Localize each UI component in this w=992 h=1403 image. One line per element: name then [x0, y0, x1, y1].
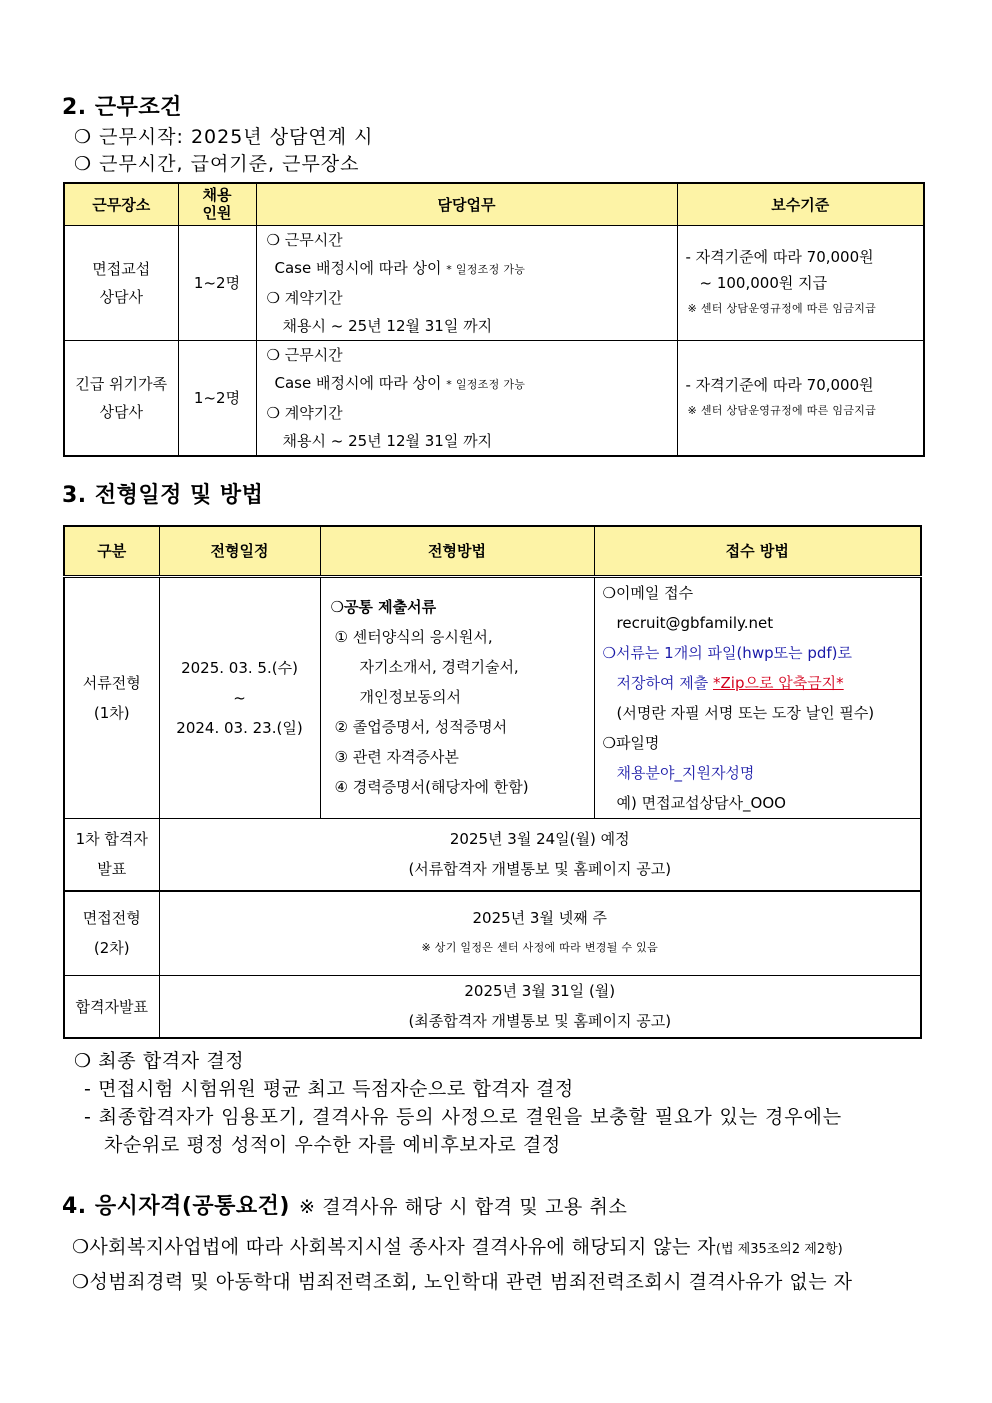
place-line1: 긴급 위기가족	[75, 374, 168, 393]
qualification-ref-1: (법 제35조의2 제2항)	[715, 1242, 843, 1257]
place-line1: 면접교섭	[92, 259, 151, 278]
first-pass-category-cell	[64, 818, 159, 891]
section2-bullet-1	[74, 122, 374, 149]
zip-warning: *Zip으로 압축금지*	[713, 673, 844, 692]
qualification-text-1: ❍사회복지사업법에 따라 사회복지시설 종사자 결격사유에 해당되지 않는 자	[72, 1236, 716, 1258]
duty-hours-label: ❍ 근무시간	[266, 230, 343, 249]
section3-title: 3. 전형일정 및 방법	[62, 483, 264, 508]
pay-note: ※ 센터 상담운영규정에 따른 임금지급	[687, 301, 877, 315]
table-row	[64, 818, 921, 891]
doc-category-line1: 서류전형	[82, 673, 141, 692]
table-header-row	[64, 526, 921, 576]
method-item: ① 센터양식의 응시원서,	[334, 627, 493, 646]
interview-date: 2025년 3월 넷째 주	[472, 909, 607, 928]
duty-contract-text: 채용시 ~ 25년 12월 31일 까지	[282, 316, 493, 335]
duty-cell	[256, 340, 677, 456]
final-decision-2a: - 최종합격자가 임용포기, 결격사유 등의 사정으로 결원을 보충할 필요가 있는 경우에는	[84, 1106, 842, 1128]
doc-date-end: 2024. 03. 23.(일)	[176, 718, 303, 737]
section4-heading	[62, 1189, 627, 1220]
section4-title-note: ※ 결격사유 해당 시 합격 및 고용 취소	[299, 1196, 628, 1218]
qualification-item-2: ❍성범죄경력 및 아동학대 범죄전력조회, 노인학대 관련 범죄전력조회시 결격사유가 없는 자	[72, 1271, 853, 1293]
header-submission: 접수 방법	[594, 526, 921, 576]
work-start-text: 근무시작: 2025년 상담연계 시	[99, 126, 374, 148]
table-row	[64, 225, 924, 340]
first-pass-category-line2: 발표	[97, 860, 127, 879]
file-instruction: ❍서류는 1개의 파일(hwp또는 pdf)로	[602, 643, 853, 662]
count-cell: 1~2명	[178, 225, 256, 340]
table-row	[64, 975, 921, 1038]
final-category-cell: 합격자발표	[64, 975, 159, 1038]
table-row	[64, 340, 924, 456]
header-schedule: 전형일정	[159, 526, 320, 576]
duty-contract-label: ❍ 계약기간	[266, 288, 343, 307]
final-decision-2b: 차순위로 평정 성적이 우수한 자를 예비후보자로 결정	[104, 1134, 561, 1156]
doc-category-cell	[64, 576, 159, 818]
first-pass-info-cell	[159, 818, 921, 891]
table-row	[64, 576, 921, 818]
bullet-mark: ❍	[74, 126, 93, 148]
header-count	[178, 183, 256, 225]
pay-note: ※ 센터 상담운영규정에 따른 임금지급	[687, 403, 877, 417]
header-method: 전형방법	[320, 526, 594, 576]
interview-info-cell	[159, 891, 921, 975]
duty-hours-note: * 일정조정 가능	[446, 262, 526, 276]
pay-line1: - 자격기준에 따라 70,000원	[685, 247, 874, 266]
filename-example: 예) 면접교섭상담사_OOO	[616, 793, 786, 812]
work-conditions-table	[63, 182, 925, 457]
place-line2: 상담사	[99, 287, 143, 306]
table-row	[64, 891, 921, 975]
first-pass-date: 2025년 3월 24일(월) 예정	[449, 830, 630, 849]
work-conditions-text: 근무시간, 급여기준, 근무장소	[99, 153, 360, 175]
doc-method-cell	[320, 576, 594, 818]
method-item: ② 졸업증명서, 성적증명서	[334, 717, 508, 736]
method-item: 자기소개서, 경력기술서,	[359, 657, 519, 676]
final-info-cell	[159, 975, 921, 1038]
place-cell	[64, 340, 178, 456]
interview-note: ※ 상기 일정은 센터 사정에 따라 변경될 수 있음	[421, 941, 659, 955]
method-title: ❍공통 제출서류	[330, 597, 437, 616]
header-pay: 보수기준	[677, 183, 924, 225]
place-line2: 상담사	[99, 402, 143, 421]
interview-category-line2: (2차)	[93, 939, 130, 958]
section2-bullet-2	[74, 149, 360, 176]
filename-label: ❍파일명	[602, 733, 660, 752]
pay-cell	[677, 225, 924, 340]
filename-format: 채용분야_지원자성명	[616, 763, 755, 782]
count-cell: 1~2명	[178, 340, 256, 456]
final-decision-title: ❍ 최종 합격자 결정	[74, 1050, 245, 1072]
pay-line2: ~ 100,000원 지급	[699, 273, 828, 292]
duty-contract-text: 채용시 ~ 25년 12월 31일 까지	[282, 431, 493, 450]
file-instruction-line2	[603, 668, 921, 698]
section4-title: 4. 응시자격(공통요건)	[62, 1194, 290, 1219]
duty-cell	[256, 225, 677, 340]
doc-category-line2: (1차)	[93, 703, 130, 722]
final-notice: (최종합격자 개별통보 및 홈페이지 공고)	[408, 1012, 672, 1031]
final-date: 2025년 3월 31일 (월)	[464, 982, 616, 1001]
duty-hours-text: Case 배정시에 따라 상이	[274, 258, 442, 277]
method-item: ④ 경력증명서(해당자에 한함)	[334, 777, 529, 796]
pay-cell	[677, 340, 924, 456]
duty-hours-note: * 일정조정 가능	[446, 377, 526, 391]
duty-hours-line	[267, 254, 677, 284]
interview-category-line1: 면접전형	[82, 909, 141, 928]
header-category: 구분	[64, 526, 159, 576]
email-address: recruit@gbfamily.net	[616, 613, 774, 632]
duty-hours-text: Case 배정시에 따라 상이	[274, 373, 442, 392]
pay-line1: - 자격기준에 따라 70,000원	[685, 375, 874, 394]
signature-note: (서명란 자필 서명 또는 도장 날인 필수)	[616, 703, 875, 722]
duty-hours-line	[267, 369, 677, 399]
final-decision-1: - 면접시험 시험위원 평균 최고 득점자순으로 합격자 결정	[84, 1078, 574, 1100]
bullet-mark: ❍	[74, 153, 93, 175]
place-cell	[64, 225, 178, 340]
interview-category-cell	[64, 891, 159, 975]
selection-schedule-table	[63, 525, 922, 1039]
header-count-line2: 인원	[202, 204, 232, 223]
method-item: ③ 관련 자격증사본	[334, 747, 459, 766]
table-header-row	[64, 183, 924, 225]
header-place: 근무장소	[64, 183, 178, 225]
header-count-line1: 채용	[202, 186, 232, 205]
doc-date-tilde: ~	[233, 688, 246, 707]
doc-date-start: 2025. 03. 5.(수)	[181, 658, 298, 677]
first-pass-notice: (서류합격자 개별통보 및 홈페이지 공고)	[408, 860, 672, 879]
duty-hours-label: ❍ 근무시간	[266, 345, 343, 364]
email-label: ❍이메일 접수	[602, 583, 694, 602]
section2-title: 2. 근무조건	[62, 95, 182, 120]
qualification-item-1	[72, 1232, 843, 1259]
method-item: 개인정보동의서	[359, 687, 461, 706]
doc-schedule-cell	[159, 576, 320, 818]
file-save-text: 저장하여 제출	[616, 673, 709, 692]
first-pass-category-line1: 1차 합격자	[75, 830, 148, 849]
header-duty: 담당업무	[256, 183, 677, 225]
duty-contract-label: ❍ 계약기간	[266, 403, 343, 422]
doc-submission-cell	[594, 576, 921, 818]
